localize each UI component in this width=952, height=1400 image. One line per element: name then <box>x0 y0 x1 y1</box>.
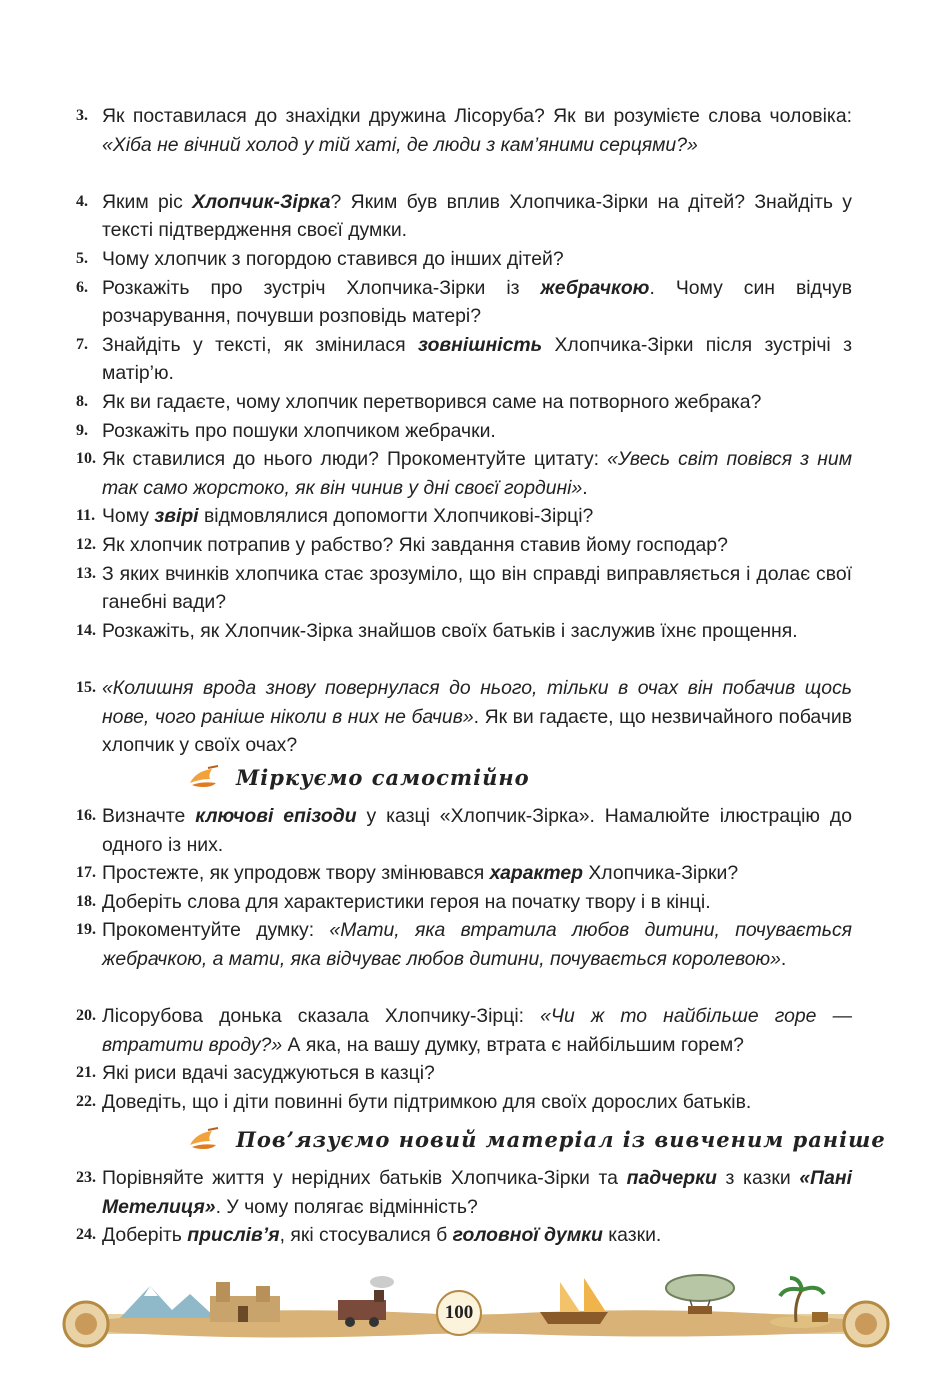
text-run: Визначте <box>102 805 196 827</box>
question-text <box>102 1221 852 1250</box>
question-item <box>76 417 852 446</box>
section-heading-text: Міркуємо самостійно <box>236 764 530 790</box>
question-text <box>102 331 852 388</box>
question-text <box>102 417 852 446</box>
question-text <box>102 560 852 617</box>
text-run: Доберіть слова для характеристики героя на початку твору і в кінці. <box>102 890 711 913</box>
question-number: 23. <box>76 1169 96 1186</box>
page-number: 100 <box>436 1290 482 1336</box>
key-term: Хлопчик-Зірка <box>192 190 331 213</box>
text-run: Як поставилася до знахідки дружина Лісоруба? Як ви розумієте слова чоловіка: <box>102 105 852 127</box>
question-number: 4. <box>76 192 88 210</box>
question-item <box>76 502 852 531</box>
question-item <box>76 331 852 388</box>
question-number: 5. <box>76 250 88 267</box>
question-text <box>102 802 852 859</box>
question-number: 11. <box>76 507 96 525</box>
question-item <box>76 674 852 760</box>
question-number: 3. <box>76 107 88 124</box>
question-number: 19. <box>76 921 96 939</box>
question-item <box>76 102 852 159</box>
question-text <box>102 1088 852 1117</box>
text-run: . Як ви гадаєте, що незвичайного побачив хлопчик у своїх очах? <box>102 705 852 757</box>
question-text <box>102 388 852 417</box>
text-run: Доведіть, що і діти повинні бути підтримкою для своїх дорослих батьків. <box>102 1091 752 1113</box>
text-run: Прокоментуйте думку: <box>102 919 330 942</box>
text-run: Як хлопчик потрапив у рабство? Які завдання ставив йому господар? <box>102 534 728 556</box>
question-text <box>102 531 852 560</box>
question-text <box>102 617 852 646</box>
text-run: Чому <box>102 505 155 528</box>
question-text <box>102 1059 852 1088</box>
question-text <box>102 445 852 502</box>
question-text <box>102 274 852 331</box>
text-run: А яка, на вашу думку, втрата є найбільшим горем? <box>282 1033 744 1056</box>
question-number: 10. <box>76 450 96 468</box>
question-item <box>76 1059 852 1088</box>
key-term: падчерки <box>626 1167 717 1189</box>
question-text <box>102 188 852 245</box>
text-run: відмовлялися допомогти Хлопчикові-Зірці? <box>198 505 594 528</box>
section-heading-text: Пов’язуємо новий матеріал із вивченим раніше <box>236 1126 886 1152</box>
question-number: 24. <box>76 1226 96 1244</box>
airship-icon <box>666 1275 734 1314</box>
question-item <box>76 1221 852 1250</box>
text-run: Простежте, як упродовж твору змінювався <box>102 862 490 885</box>
question-item <box>76 245 852 274</box>
key-term: звірі <box>154 505 199 528</box>
text-run: Розкажіть про зустріч Хлопчика-Зірки із <box>102 276 541 299</box>
key-term: характер <box>489 862 583 885</box>
text-run: Порівняйте життя у нерідних батьків Хлопчика-Зірки та <box>102 1167 627 1189</box>
text-run: Яким ріс <box>102 190 193 213</box>
quotation: «Чи ж то найбільше горе — втратити вроду?» <box>102 1005 852 1056</box>
key-term: жебрачкою <box>540 276 650 299</box>
text-run: Як ви гадаєте, чому хлопчик перетворився саме на потворного жебрака? <box>102 391 762 413</box>
text-run: Чому хлопчик з погордою ставився до інших дітей? <box>102 248 564 270</box>
question-text <box>102 1002 852 1059</box>
text-run: Лісорубова донька сказала Хлопчику-Зірці: <box>102 1005 541 1028</box>
question-item <box>76 859 852 888</box>
quotation: «Колишня врода знову повернулася до нього, тільки в очах він побачив щось нове, чого раніше ніколи в них не бачив» <box>102 677 852 728</box>
question-number: 22. <box>76 1093 96 1110</box>
scroll-quill-icon <box>186 765 220 789</box>
question-number: 16. <box>76 807 96 824</box>
mountains-icon <box>120 1286 216 1318</box>
quotation: «Увесь світ повівся з ним так само жорстоко, як він чинив у дні своєї гордині» <box>102 448 852 499</box>
question-item <box>76 188 852 245</box>
question-text <box>102 502 852 531</box>
quotation: «Мати, яка втратила любов дитини, почувається жебрачкою, а мати, яка відчуває любов дитини, почувається королевою» <box>102 919 852 970</box>
castle-icon <box>210 1282 280 1322</box>
text-run: Розкажіть про пошуки хлопчиком жебрачки. <box>102 419 496 442</box>
question-number: 18. <box>76 892 96 910</box>
question-item <box>76 1088 852 1117</box>
question-number: 21. <box>76 1064 96 1082</box>
question-number: 8. <box>76 393 88 410</box>
question-number: 20. <box>76 1007 96 1025</box>
question-text <box>102 245 852 274</box>
question-text <box>102 859 852 888</box>
key-term: прислів’я <box>187 1224 280 1247</box>
text-run: Які риси вдачі засуджуються в казці? <box>102 1062 435 1085</box>
text-run: Як ставилися до нього люди? Прокоментуйте цитату: <box>102 448 608 471</box>
question-item <box>76 388 852 417</box>
question-item <box>76 1164 852 1221</box>
palm-island-icon <box>770 1278 830 1328</box>
question-text <box>102 888 852 917</box>
section-heading-independent <box>186 760 530 794</box>
scroll-quill-icon <box>186 1127 220 1151</box>
key-term: ключові епізоди <box>195 805 357 827</box>
text-run: Хлопчика-Зірки після зустрічі з матір’ю. <box>102 333 852 385</box>
question-number: 9. <box>76 421 88 439</box>
text-run: З яких вчинків хлопчика стає зрозуміло, що він справді виправляється і долає свої ганебні вади? <box>102 562 852 614</box>
question-item <box>76 445 852 502</box>
text-run: Знайдіть у тексті, як змінилася <box>102 333 418 356</box>
question-text <box>102 1164 852 1221</box>
question-item <box>76 888 852 917</box>
question-number: 7. <box>76 335 88 353</box>
question-number: 17. <box>76 864 96 882</box>
text-run: казки. <box>602 1224 662 1247</box>
train-icon <box>338 1276 394 1327</box>
question-item <box>76 274 852 331</box>
question-item <box>76 531 852 560</box>
text-run: Хлопчика-Зірки? <box>582 862 739 885</box>
text-run: Розкажіть, як Хлопчик-Зірка знайшов своїх батьків і заслужив їхнє прощення. <box>102 619 798 642</box>
text-run: . Чому син відчув розчарування, почувши розповідь матері? <box>102 276 852 328</box>
question-item <box>76 802 852 859</box>
question-text <box>102 916 852 973</box>
question-number: 6. <box>76 278 88 296</box>
ship-icon <box>540 1278 608 1324</box>
text-run: ? Яким був вплив Хлопчика-Зірки на дітей? Знайдіть у тексті підтвердження своєї думки. <box>102 190 852 242</box>
question-item <box>76 1002 852 1059</box>
question-number: 15. <box>76 679 96 696</box>
text-run: . <box>582 476 588 499</box>
question-item <box>76 560 852 617</box>
text-run: Доберіть <box>102 1224 188 1247</box>
question-number: 13. <box>76 564 96 582</box>
text-run: у казці «Хлопчик-Зірка». Намалюйте ілюстрацію до одного із них. <box>102 805 852 856</box>
text-run: , які стосувалися б <box>279 1224 453 1247</box>
key-term: «Пані Метелиця» <box>102 1167 852 1218</box>
text-run: з казки <box>716 1167 800 1189</box>
key-term: зовнішність <box>417 333 543 356</box>
question-text <box>102 674 852 760</box>
question-number: 14. <box>76 621 96 639</box>
question-item <box>76 916 852 973</box>
question-item <box>76 617 852 646</box>
text-run: . У чому полягає відмінність? <box>215 1195 478 1218</box>
quotation: «Хіба не вічний холод у тій хаті, де люди з кам’яними серцями?» <box>102 133 698 156</box>
section-heading-connect <box>186 1122 886 1156</box>
question-number: 12. <box>76 536 96 553</box>
text-run: . <box>780 947 787 970</box>
key-term: головної думки <box>452 1224 603 1247</box>
question-text <box>102 102 852 159</box>
